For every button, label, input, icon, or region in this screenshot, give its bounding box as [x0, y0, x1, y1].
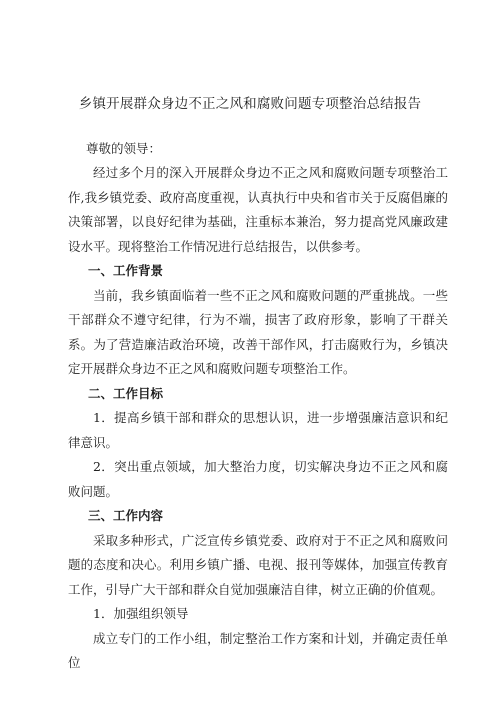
document-body	[68, 161, 448, 676]
goal-item-2: 2．突出重点领域，加大整治力度，切实解决身边不正之风和腐败问题。	[68, 459, 448, 499]
background-paragraph: 当前，我乡镇面临着一些不正之风和腐败问题的严重挑战。一些干部群众不遵守纪律，行为不端，损害了政府形象，影响了干群关系。为了营造廉洁政治环境，改善干部作风，打击腐败行为，乡镇决定开展群众身边不正之风和腐败问题专项整治工作。	[68, 287, 448, 376]
content-paragraph: 采取多种形式，广泛宣传乡镇党委、政府对于不正之风和腐败问题的态度和决心。利用乡镇广播、电视、报刊等媒体，加强宣传教育工作，引导广大干部和群众自觉加强廉洁自律，树立正确的价值观。	[68, 532, 448, 597]
goal-item-1: 1．提高乡镇干部和群众的思想认识，进一步增强廉洁意识和纪律意识。	[68, 410, 448, 450]
section-heading-background: 一、工作背景	[88, 263, 164, 278]
content-item-1-text: 成立专门的工作小组，制定整治工作方案和计划，并确定责任单位	[68, 630, 448, 670]
document-title: 乡镇开展群众身边不正之风和腐败问题专项整治总结报告	[78, 96, 422, 112]
intro-paragraph: 经过多个月的深入开展群众身边不正之风和腐败问题专项整治工作,我乡镇党委、政府高度重视，认真执行中央和省市关于反腐倡廉的决策部署，以良好纪律为基础，注重标本兼治，努力提高党风廉政建设水平。现将整治工作情况进行总结报告，以供参考。	[68, 165, 448, 254]
content-item-1: 1．加强组织领导	[93, 606, 189, 621]
section-heading-content: 三、工作内容	[88, 508, 164, 523]
section-heading-goals: 二、工作目标	[88, 385, 164, 401]
salutation: 尊敬的领导：	[86, 141, 162, 156]
